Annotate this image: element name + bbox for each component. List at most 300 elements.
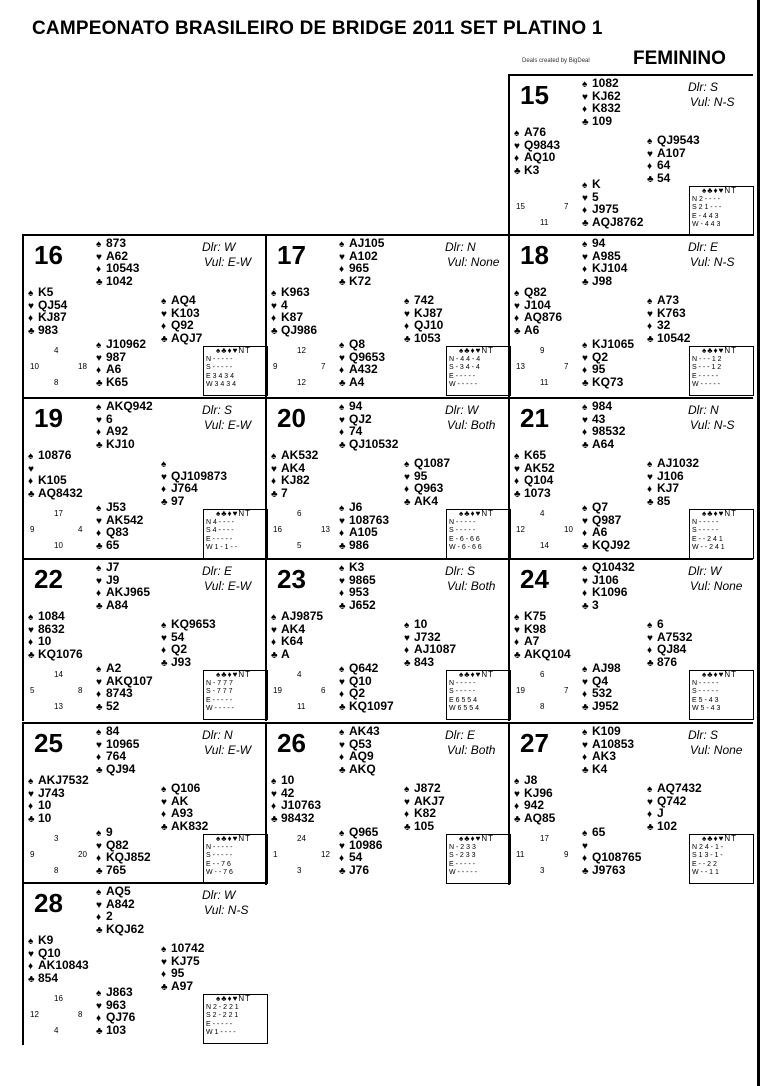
dd-header: ♠♣♦♥NT (216, 670, 251, 679)
hand-east (404, 458, 450, 508)
board-25 (22, 722, 267, 885)
hcp-compass (28, 670, 88, 714)
hcp-compass (514, 509, 574, 553)
suit-icon: ♣ (96, 865, 103, 877)
hcp-e: 8 (78, 686, 83, 695)
board-border (508, 722, 510, 885)
suit-row (582, 862, 641, 878)
suit-icon: ♣ (339, 377, 346, 389)
hcp-s: 5 (297, 541, 302, 550)
suit-row (514, 162, 560, 178)
vulnerability-label: Vul: N-S (204, 903, 249, 917)
suit-icon: ♠ (582, 503, 588, 514)
suit-icon: ♣ (96, 439, 103, 451)
dealer-label: Dlr: W (445, 403, 479, 417)
hand-north (339, 562, 376, 612)
dd-row: N - - - - - (206, 355, 233, 363)
double-dummy-table (203, 670, 268, 720)
cards: AQ876 (524, 310, 563, 324)
suit-icon: ♦ (96, 853, 102, 864)
cards: 103 (106, 1022, 127, 1037)
suit-row (96, 537, 143, 553)
cards: 64 (657, 158, 671, 172)
board-border (508, 397, 510, 560)
hcp-n: 6 (540, 670, 545, 679)
cards: 54 (171, 629, 185, 644)
dd-row: S 1 3 - 1 - (692, 852, 723, 859)
cards: K75 (524, 609, 547, 623)
cards: K64 (281, 634, 304, 648)
cards: 109 (592, 113, 613, 128)
board-number: 24 (520, 564, 549, 594)
hcp-compass (514, 834, 574, 878)
cards: A985 (592, 248, 621, 263)
suit-icon: ♣ (582, 764, 589, 776)
board-number: 23 (277, 564, 306, 594)
suit-icon: ♦ (582, 264, 588, 275)
cards: QJ986 (281, 322, 318, 337)
hcp-n: 16 (54, 994, 63, 1003)
suit-row (514, 621, 571, 637)
suit-icon: ♥ (28, 948, 34, 960)
suit-icon: ♥ (161, 308, 167, 320)
cards: AKQ942 (106, 399, 153, 413)
cards: AKQ (349, 761, 376, 776)
suit-icon: ♥ (339, 515, 345, 527)
suit-icon: ♥ (28, 788, 34, 800)
board-number: 17 (277, 240, 306, 270)
cards: A105 (349, 525, 378, 539)
dd-header: ♠♣♦♥NT (216, 346, 251, 355)
cards: QJ54 (38, 297, 68, 312)
suit-icon: ♦ (647, 484, 653, 495)
suit-icon: ♣ (161, 657, 168, 669)
hcp-s: 3 (297, 866, 302, 875)
hand-east (647, 458, 699, 508)
double-dummy-table (203, 509, 268, 559)
cards: A62 (106, 248, 129, 263)
hand-east (404, 783, 445, 833)
cards: 1053 (414, 330, 441, 345)
suit-icon: ♥ (514, 788, 520, 800)
hcp-n: 4 (54, 346, 59, 355)
board-border (22, 882, 267, 884)
dd-row: W 6 5 5 4 (449, 705, 479, 712)
cards: 742 (414, 293, 435, 307)
cards: A4 (349, 374, 365, 389)
cards: 7 (281, 485, 288, 500)
dd-row: W 1 - - - - (206, 1029, 236, 1036)
dd-row: E - - - - - (449, 860, 476, 868)
cards: 876 (657, 654, 678, 669)
cards: K65 (106, 374, 129, 389)
cards: AK832 (171, 818, 209, 833)
suit-icon: ♥ (96, 899, 102, 911)
cards: A73 (657, 293, 680, 307)
suit-row (96, 1022, 135, 1038)
hcp-n: 4 (540, 509, 545, 518)
suit-icon: ♠ (404, 784, 410, 795)
cards: A6 (524, 322, 540, 337)
suit-icon: ♦ (514, 476, 520, 487)
suit-icon: ♥ (647, 308, 653, 320)
suit-icon: ♠ (28, 288, 34, 299)
suit-icon: ♦ (271, 313, 277, 324)
board-border (265, 234, 267, 397)
hand-north (339, 401, 398, 451)
double-dummy-table (689, 186, 754, 236)
dd-row: W - - - - - (206, 705, 234, 712)
hand-east (647, 619, 692, 669)
cards: A76 (524, 125, 547, 139)
suit-icon: ♠ (271, 776, 277, 787)
suit-icon: ♥ (582, 251, 588, 263)
suit-icon: ♠ (96, 563, 102, 574)
hcp-n: 6 (297, 509, 302, 518)
hcp-compass (514, 186, 574, 230)
suit-icon: ♠ (161, 296, 167, 307)
suit-icon: ♥ (339, 739, 345, 751)
dd-row: N - 4 4 - 4 (449, 355, 481, 363)
suit-icon: ♣ (28, 649, 35, 661)
hand-east (161, 295, 202, 345)
cards: K5 (38, 285, 54, 299)
hand-east (404, 619, 456, 669)
suit-icon: ♣ (96, 1025, 103, 1037)
hcp-e: 6 (321, 686, 326, 695)
dd-header: ♠♣♦♥NT (702, 186, 737, 195)
cards: K832 (592, 101, 621, 115)
cards: 854 (38, 970, 59, 985)
vulnerability-label: Vul: Both (447, 418, 496, 432)
suit-icon: ♠ (339, 664, 345, 675)
suit-icon: ♣ (96, 540, 103, 552)
dd-row: N 2 - - - - (692, 195, 720, 203)
suit-icon: ♦ (582, 427, 588, 438)
suit-icon: ♣ (161, 981, 168, 993)
cards: 32 (657, 318, 671, 332)
cards: Q965 (349, 825, 379, 839)
dd-row: S - 2 3 3 (449, 852, 476, 859)
suit-icon: ♠ (647, 459, 653, 470)
hcp-w: 1 (273, 850, 278, 859)
board-border (22, 722, 24, 885)
suit-icon: ♦ (96, 752, 102, 763)
suit-icon: ♥ (96, 251, 102, 263)
dd-row: N 2 - 2 2 1 (206, 1003, 239, 1011)
cards: 9 (106, 825, 113, 839)
suit-icon: ♥ (582, 414, 588, 426)
dd-row: S - - - - - (692, 527, 719, 534)
cards: 532 (592, 686, 613, 700)
dealer-label: Dlr: N (688, 403, 719, 417)
cards: 1082 (592, 76, 619, 90)
board-border (22, 558, 267, 560)
board-18 (508, 234, 753, 397)
suit-icon: ♥ (96, 840, 102, 852)
suit-icon: ♣ (582, 116, 589, 128)
board-border (22, 397, 24, 560)
cards: AKQ104 (524, 646, 571, 661)
hcp-compass (271, 834, 331, 878)
cards: K98 (524, 621, 547, 636)
suit-row (339, 374, 385, 390)
suit-icon: ♥ (514, 300, 520, 312)
cards: A10853 (592, 736, 635, 751)
cards: A432 (349, 362, 378, 376)
cards: K763 (657, 305, 686, 320)
cards: 65 (592, 825, 606, 839)
dd-header: ♠♣♦♥NT (216, 509, 251, 518)
suit-row (161, 978, 204, 994)
cards: Q10432 (592, 560, 635, 574)
hcp-w: 12 (516, 525, 525, 534)
suit-icon: ♥ (339, 414, 345, 426)
cards: AQ10 (524, 150, 556, 164)
suit-row (339, 537, 389, 553)
suit-row (404, 818, 445, 834)
hcp-w: 11 (516, 850, 525, 859)
suit-icon: ♦ (96, 588, 102, 599)
dd-row: N 2 4 - 1 - (692, 843, 724, 851)
cards: 2 (106, 909, 113, 923)
suit-icon: ♠ (96, 828, 102, 839)
cards: 873 (106, 236, 127, 250)
cards: 986 (349, 537, 370, 552)
hand-north (96, 238, 139, 288)
double-dummy-table (446, 509, 511, 559)
hand-west (514, 775, 555, 825)
suit-icon: ♠ (96, 727, 102, 738)
cards: A (281, 646, 290, 661)
hcp-n: 24 (297, 834, 306, 843)
hand-east (161, 458, 227, 508)
suit-row (271, 287, 317, 300)
suit-icon: ♣ (271, 325, 278, 337)
suit-row (271, 810, 321, 826)
cards: QJ94 (106, 761, 136, 776)
board-border (265, 722, 267, 885)
cards: 984 (592, 399, 613, 413)
hcp-s: 11 (540, 218, 549, 227)
suit-icon: ♥ (161, 796, 167, 808)
dd-row: W - 6 - 6 6 (449, 544, 482, 551)
cards: AQ8432 (38, 485, 83, 500)
hcp-n: 4 (297, 670, 302, 679)
suit-icon: ♣ (28, 488, 35, 500)
cards: Q82 (524, 285, 547, 299)
cards: Q742 (657, 793, 687, 808)
cards: KQJ62 (106, 921, 145, 936)
suit-icon: ♥ (404, 796, 410, 808)
cards: 10 (38, 798, 52, 812)
cards: KQ73 (592, 374, 624, 389)
cards: A84 (106, 597, 129, 612)
suit-icon: ♥ (582, 575, 588, 587)
suit-icon: ♥ (404, 308, 410, 320)
board-number: 28 (34, 888, 63, 918)
double-dummy-table (446, 346, 511, 396)
cards: Q4 (592, 673, 609, 688)
board-22 (22, 558, 267, 721)
cards: J53 (106, 500, 127, 514)
suit-icon: ♣ (28, 973, 35, 985)
dd-row: S - 7 7 7 (206, 688, 233, 695)
cards: Q987 (592, 512, 622, 527)
suit-icon: ♠ (582, 828, 588, 839)
suit-icon: ♣ (96, 701, 103, 713)
hcp-e: 8 (78, 1010, 83, 1019)
cards: AK542 (106, 512, 144, 527)
suit-icon: ♦ (339, 365, 345, 376)
suit-icon: ♠ (96, 988, 102, 999)
dd-row: W - - 7 6 (206, 869, 233, 876)
dd-row: S 2 1 - - - (692, 204, 722, 211)
suit-row (96, 761, 139, 777)
suit-row (582, 273, 627, 289)
cards: J952 (592, 698, 619, 713)
suit-icon: ♥ (96, 739, 102, 751)
cards: K3 (349, 560, 365, 574)
suit-row (647, 818, 702, 834)
dd-row: W - - 1 1 (692, 869, 719, 876)
dd-row: E - 6 - 6 6 (449, 535, 480, 543)
dealer-label: Dlr: N (445, 240, 476, 254)
suit-icon: ♦ (582, 689, 588, 700)
suit-icon: ♦ (161, 645, 167, 656)
suit-row (96, 698, 153, 714)
suit-row (161, 818, 209, 834)
suit-icon: ♦ (271, 476, 277, 487)
hcp-compass (271, 346, 331, 390)
suit-icon: ♥ (582, 515, 588, 527)
suit-icon: ♥ (96, 414, 102, 426)
hcp-n: 17 (54, 509, 63, 518)
suit-icon: ♠ (647, 620, 653, 631)
suit-row (96, 401, 153, 414)
board-number: 27 (520, 728, 549, 758)
suit-icon: ♥ (582, 192, 588, 204)
dd-row: E - - - - - (206, 1020, 233, 1028)
hand-west (271, 450, 318, 500)
cards: A64 (592, 436, 615, 451)
suit-row (28, 485, 83, 501)
board-border (22, 882, 24, 1045)
suit-icon: ♠ (514, 288, 520, 299)
suit-icon: ♣ (339, 439, 346, 451)
cards: AQ4 (171, 293, 196, 307)
cards: K3 (524, 162, 540, 177)
suit-icon: ♥ (271, 788, 277, 800)
cards: AK10843 (38, 958, 89, 972)
cards: AQ9 (349, 749, 374, 763)
suit-row (404, 493, 450, 509)
dd-row: S 2 - 2 2 1 (206, 1012, 239, 1019)
dd-row: E - - - - - (206, 535, 233, 543)
suit-icon: ♠ (514, 451, 520, 462)
credit-text: Deals created by BigDeal (522, 58, 590, 64)
cards: A107 (657, 145, 686, 160)
cards: K9 (38, 933, 54, 947)
vulnerability-label: Vul: N-S (690, 95, 735, 109)
suit-icon: ♠ (161, 620, 167, 631)
dd-row: N - 7 7 7 (206, 679, 233, 687)
hcp-e: 7 (321, 362, 326, 371)
suit-icon: ♦ (161, 484, 167, 495)
suit-icon: ♦ (514, 313, 520, 324)
suit-row (647, 654, 692, 670)
suit-row (28, 621, 83, 637)
suit-icon: ♠ (271, 612, 277, 623)
suit-row (96, 896, 144, 912)
hand-north (582, 401, 625, 451)
suit-icon: ♣ (161, 821, 168, 833)
suit-icon: ♠ (582, 563, 588, 574)
cards: Q9843 (524, 137, 561, 152)
cards: J6 (349, 500, 363, 514)
cards: KJ96 (524, 785, 553, 800)
suit-icon: ♦ (647, 321, 653, 332)
cards: K1096 (592, 585, 628, 599)
suit-icon: ♥ (647, 632, 653, 644)
suit-icon: ♣ (582, 540, 589, 552)
cards: 95 (171, 966, 185, 980)
hand-south (339, 502, 389, 552)
suit-row (514, 322, 562, 338)
cards: AKJ7532 (38, 773, 89, 787)
suit-icon: ♦ (404, 809, 410, 820)
cards: 8632 (38, 621, 65, 636)
suit-row (271, 485, 318, 501)
double-dummy-table (203, 834, 268, 884)
cards: A6 (106, 362, 122, 376)
hand-east (647, 295, 690, 345)
suit-icon: ♦ (647, 809, 653, 820)
cards: J743 (38, 785, 65, 800)
suit-icon: ♣ (339, 600, 346, 612)
hand-north (582, 78, 621, 128)
board-number: 18 (520, 240, 549, 270)
suit-icon: ♦ (582, 365, 588, 376)
suit-row (582, 339, 634, 352)
cards: KJ75 (171, 953, 200, 968)
suit-row (339, 273, 384, 289)
suit-row (514, 485, 555, 501)
suit-row (161, 619, 216, 632)
hcp-s: 11 (540, 378, 549, 387)
vulnerability-label: Vul: Both (447, 579, 496, 593)
cards: QJ9543 (657, 133, 700, 147)
cards: AQJ8762 (592, 214, 644, 229)
dealer-label: Dlr: W (688, 564, 722, 578)
suit-icon: ♦ (96, 912, 102, 923)
cards: AK43 (349, 724, 380, 738)
board-border (265, 558, 510, 560)
hand-north (582, 238, 627, 288)
suit-icon: ♦ (339, 264, 345, 275)
dd-row: S - - - 1 2 (692, 364, 722, 371)
cards: J (657, 806, 664, 820)
suit-icon: ♥ (582, 840, 588, 852)
suit-icon: ♦ (404, 321, 410, 332)
hand-south (582, 339, 634, 389)
hcp-n: 17 (540, 834, 549, 843)
cards: KQJ852 (106, 850, 151, 864)
board-border (22, 234, 24, 397)
double-dummy-table (203, 346, 268, 396)
hcp-compass (514, 346, 574, 390)
cards: 1084 (38, 609, 65, 623)
